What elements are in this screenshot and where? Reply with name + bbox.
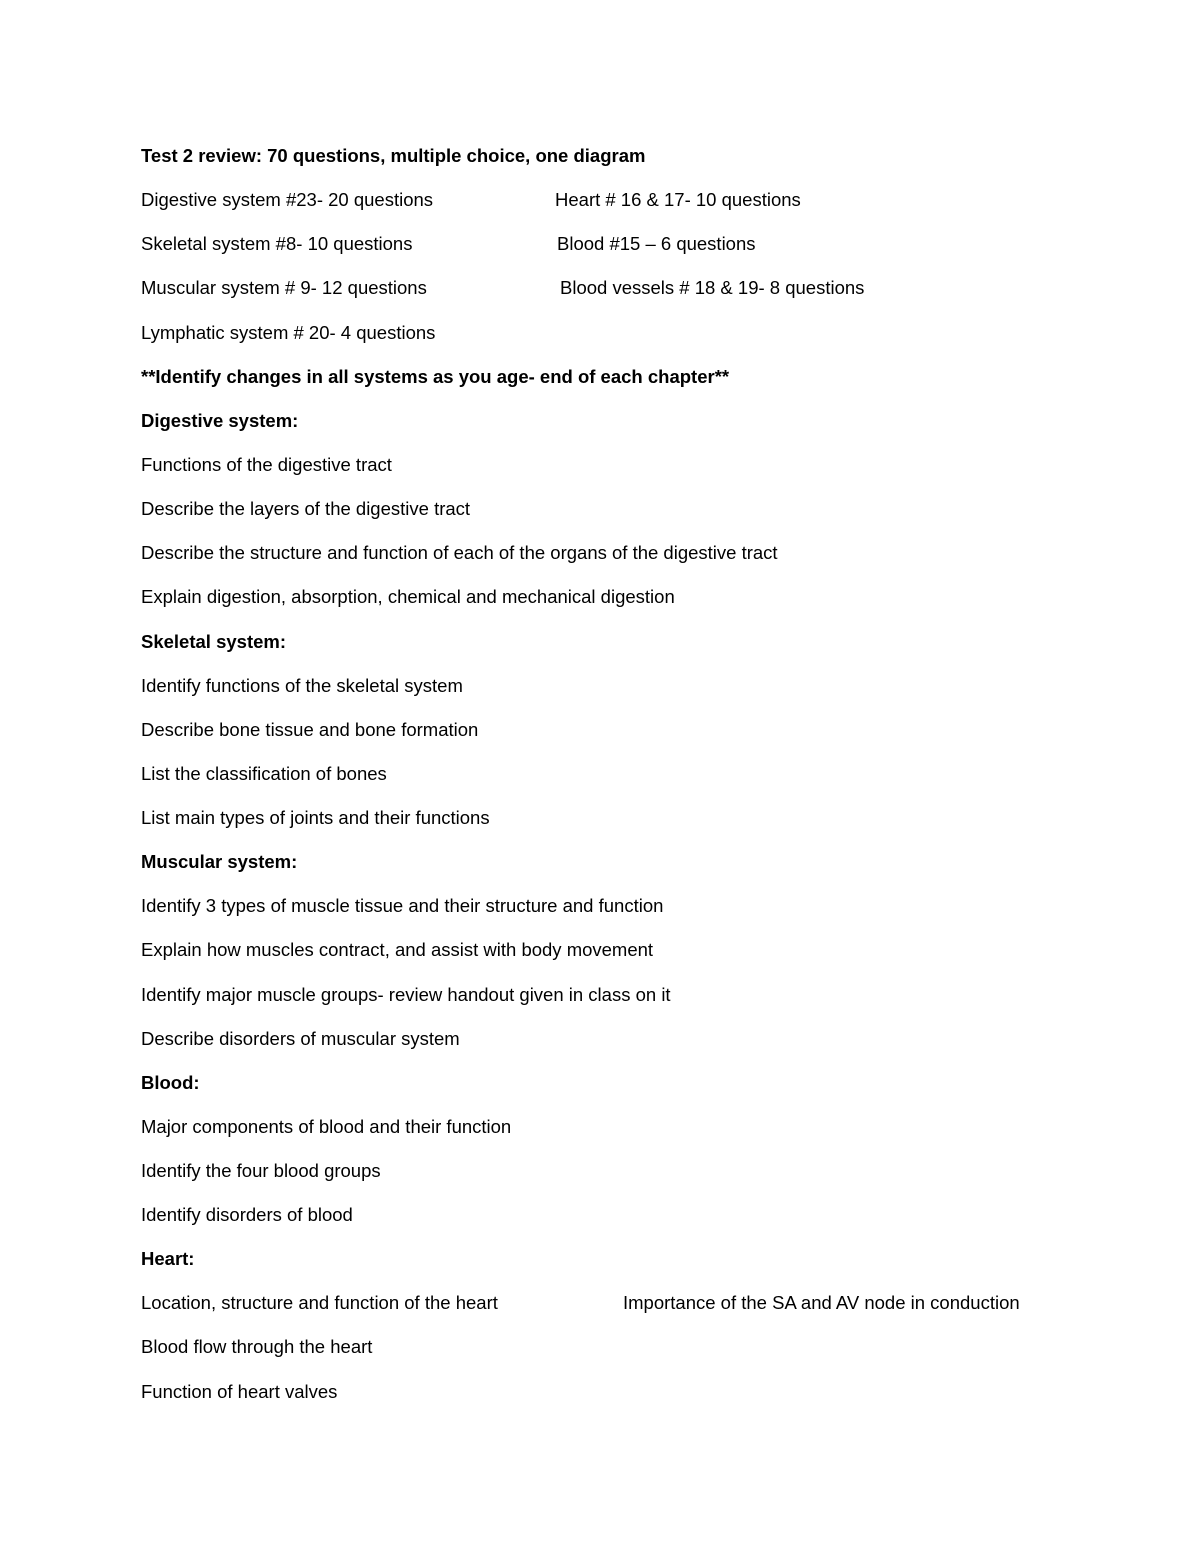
- list-item: Explain digestion, absorption, chemical and mechanical digestion: [141, 586, 675, 607]
- list-item-side: Importance of the SA and AV node in conduction: [623, 1292, 1020, 1313]
- list-item: Explain how muscles contract, and assist with body movement: [141, 939, 654, 960]
- list-item: Describe bone tissue and bone formation: [141, 719, 479, 740]
- overview-skeletal: Skeletal system #8- 10 questions: [141, 233, 413, 254]
- overview-digestive: Digestive system #23- 20 questions: [141, 189, 434, 210]
- overview-blood-vessels: Blood vessels # 18 & 19- 8 questions: [560, 277, 865, 298]
- aging-note: **Identify changes in all systems as you age- end of each chapter**: [141, 366, 730, 387]
- overview-lymphatic: Lymphatic system # 20- 4 questions: [141, 322, 436, 343]
- section-heading-muscular: Muscular system:: [141, 851, 298, 872]
- list-item: Describe the structure and function of each of the organs of the digestive tract: [141, 542, 778, 563]
- section-heading-heart: Heart:: [141, 1248, 195, 1269]
- document-title: Test 2 review: 70 questions, multiple choice, one diagram: [141, 145, 646, 166]
- overview-blood: Blood #15 – 6 questions: [557, 233, 756, 254]
- list-item: Describe disorders of muscular system: [141, 1028, 460, 1049]
- overview-muscular: Muscular system # 9- 12 questions: [141, 277, 427, 298]
- list-item: Identify functions of the skeletal system: [141, 675, 463, 696]
- list-item: Identify major muscle groups- review handout given in class on it: [141, 984, 671, 1005]
- list-item: List the classification of bones: [141, 763, 387, 784]
- list-item: List main types of joints and their functions: [141, 807, 490, 828]
- list-item: Functions of the digestive tract: [141, 454, 392, 475]
- list-item: Describe the layers of the digestive tract: [141, 498, 471, 519]
- list-item: Major components of blood and their function: [141, 1116, 512, 1137]
- overview-heart: Heart # 16 & 17- 10 questions: [555, 189, 801, 210]
- list-item: Identify disorders of blood: [141, 1204, 353, 1225]
- list-item: Identify 3 types of muscle tissue and their structure and function: [141, 895, 664, 916]
- section-heading-skeletal: Skeletal system:: [141, 631, 287, 652]
- list-item: Location, structure and function of the heart: [141, 1292, 498, 1313]
- list-item: Function of heart valves: [141, 1381, 338, 1402]
- list-item: Identify the four blood groups: [141, 1160, 381, 1181]
- section-heading-digestive: Digestive system:: [141, 410, 299, 431]
- section-heading-blood: Blood:: [141, 1072, 200, 1093]
- list-item: Blood flow through the heart: [141, 1336, 373, 1357]
